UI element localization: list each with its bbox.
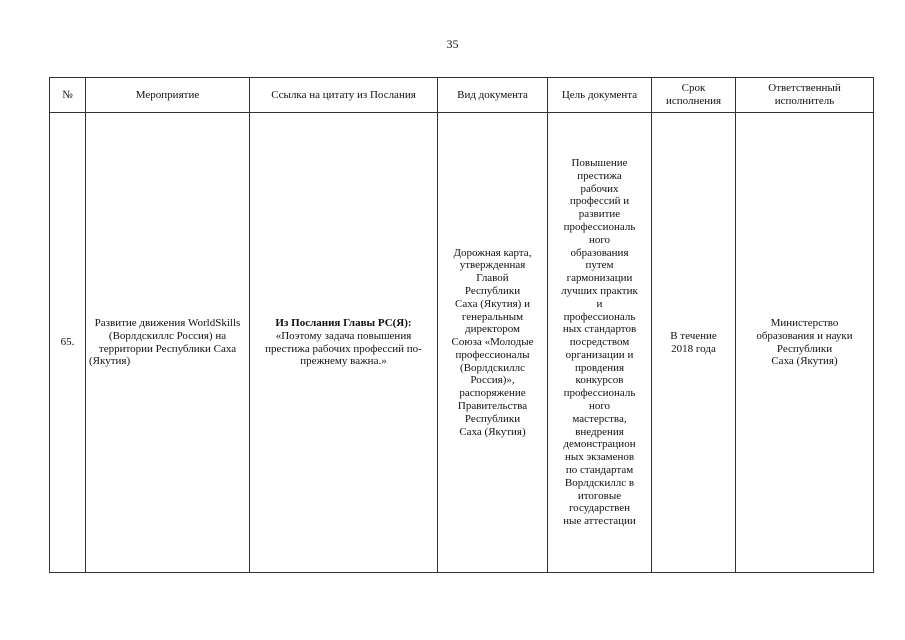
action-plan-table	[49, 77, 874, 573]
header-deadline: Срок исполнения	[652, 78, 736, 113]
header-reference: Ссылка на цитату из Послания	[250, 78, 438, 113]
cell-deadline: В течение 2018 года	[652, 113, 736, 573]
cell-event: Развитие движения WorldSkills (Ворлдскиллс Россия) на территории Республики Саха (Якутия)	[86, 113, 250, 573]
reference-quote: «Поэтому задача повышения престижа рабочих профессий по-прежнему важна.»	[265, 329, 422, 368]
page-number: 35	[446, 37, 459, 51]
cell-responsible: Министерство образования и науки Республики Саха (Якутия)	[736, 113, 874, 573]
cell-reference	[250, 113, 438, 573]
header-event: Мероприятие	[86, 78, 250, 113]
header-responsible: Ответственный исполнитель	[736, 78, 874, 113]
header-goal: Цель документа	[548, 78, 652, 113]
cell-doc-type: Дорожная карта, утвержденная Главой Республики Саха (Якутия) и генеральным директором Союза «Молодые профессионалы (Ворлдскиллс Россия)», распоряжение Правительства Республики Саха (Якутия)	[438, 113, 548, 573]
header-num: №	[50, 78, 86, 113]
cell-goal: Повышение престижа рабочих профессий и развитие профессиональ ного образования путем гармонизации лучших практик и профессиональ ных стандартов посредством организации и провдения конкурсов профессиональ ного мастерства, внедрения демонстрацион ных экзаменов по стандартам Ворлдскиллс в итоговые государствен ные аттестации	[548, 113, 652, 573]
cell-num: 65.	[50, 113, 86, 573]
table-header-row	[50, 78, 874, 113]
table-row	[50, 113, 874, 573]
header-doc-type: Вид документа	[438, 78, 548, 113]
reference-title: Из Послания Главы РС(Я):	[275, 316, 412, 329]
